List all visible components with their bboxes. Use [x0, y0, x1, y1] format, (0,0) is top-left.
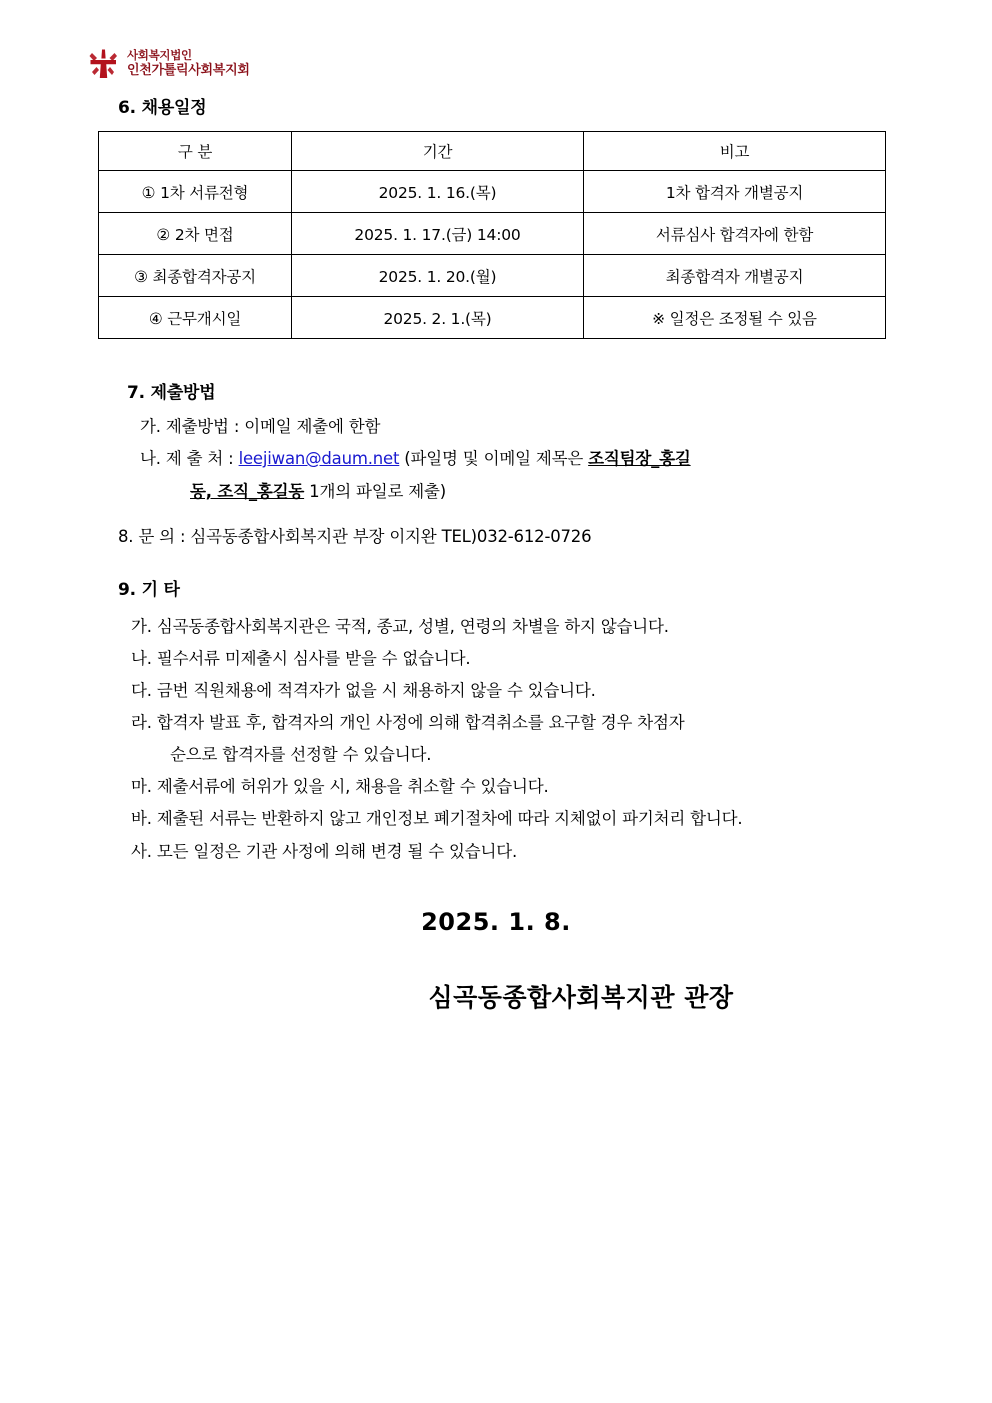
- submission-filename-bold-2: 동, 조직_홍길동: [190, 482, 305, 501]
- cross-logo-icon: [88, 48, 118, 80]
- schedule-table-wrapper: [98, 131, 885, 339]
- submission-item-b-line2: [190, 478, 446, 502]
- table-header-period: 기간: [292, 132, 584, 171]
- cell-gubun: ① 1차 서류전형: [99, 171, 292, 213]
- submission-filename-bold-1: 조직팀장_홍길: [588, 449, 691, 468]
- etc-item-d: 라. 합격자 발표 후, 합격자의 개인 사정에 의해 합격취소를 요구할 경우 차점자: [131, 713, 685, 732]
- etc-item-b: 나. 필수서류 미제출시 심사를 받을 수 없습니다.: [131, 649, 471, 668]
- cell-note: 1차 합격자 개별공지: [584, 171, 886, 213]
- submission-item-b-mid: (파일명 및 이메일 제목은: [399, 449, 589, 468]
- schedule-table: [98, 131, 886, 339]
- cell-period: 2025. 1. 17.(금) 14:00: [292, 213, 584, 255]
- document-date: 2025. 1. 8.: [421, 908, 571, 936]
- table-row: [99, 171, 886, 213]
- cell-period: 2025. 1. 16.(목): [292, 171, 584, 213]
- document-signature: 심곡동종합사회복지관 관장: [428, 983, 734, 1012]
- logo-line-2: 인천가톨릭사회복지회: [127, 63, 250, 79]
- table-row: [99, 255, 886, 297]
- submission-item-b-tail: 1개의 파일로 제출): [304, 482, 446, 501]
- table-header-gubun: 구 분: [99, 132, 292, 171]
- cell-period: 2025. 1. 20.(월): [292, 255, 584, 297]
- table-row: [99, 297, 886, 339]
- email-link[interactable]: leejiwan@daum.net: [238, 449, 400, 468]
- table-header-note: 비고: [584, 132, 886, 171]
- etc-item-g: 사. 모든 일정은 기관 사정에 의해 변경 될 수 있습니다.: [131, 842, 518, 861]
- etc-item-e: 마. 제출서류에 허위가 있을 시, 채용을 취소할 수 있습니다.: [131, 777, 549, 796]
- cell-gubun: ② 2차 면접: [99, 213, 292, 255]
- cell-period: 2025. 2. 1.(목): [292, 297, 584, 339]
- etc-item-a: 가. 심곡동종합사회복지관은 국적, 종교, 성별, 연령의 차별을 하지 않습니다.: [131, 617, 669, 636]
- cell-gubun: ④ 근무개시일: [99, 297, 292, 339]
- etc-item-d-line2: 순으로 합격자를 선정할 수 있습니다.: [170, 745, 432, 764]
- section-title-submission-method: 7. 제출방법: [127, 383, 216, 403]
- logo-line-1: 사회복지법인: [127, 48, 192, 63]
- section-title-contact: 8. 문 의 : 심곡동종합사회복지관 부장 이지완 TEL)032-612-0726: [118, 527, 592, 546]
- submission-item-b: [140, 445, 691, 469]
- etc-item-f: 바. 제출된 서류는 반환하지 않고 개인정보 폐기절차에 따라 지체없이 파기처리 합니다.: [131, 809, 743, 828]
- section-title-recruit-schedule: 6. 채용일정: [118, 98, 207, 118]
- cell-gubun: ③ 최종합격자공지: [99, 255, 292, 297]
- cell-note: 최종합격자 개별공지: [584, 255, 886, 297]
- organization-logo: [88, 48, 250, 80]
- submission-item-b-prefix: 나. 제 출 처 :: [140, 449, 239, 468]
- logo-text: [127, 48, 250, 79]
- table-header-row: [99, 132, 886, 171]
- section-title-etc: 9. 기 타: [118, 580, 180, 600]
- table-row: [99, 213, 886, 255]
- etc-item-c: 다. 금번 직원채용에 적격자가 없을 시 채용하지 않을 수 있습니다.: [131, 681, 596, 700]
- cell-note: ※ 일정은 조정될 수 있음: [584, 297, 886, 339]
- cell-note: 서류심사 합격자에 한함: [584, 213, 886, 255]
- submission-item-a: 가. 제출방법 : 이메일 제출에 한함: [140, 417, 381, 436]
